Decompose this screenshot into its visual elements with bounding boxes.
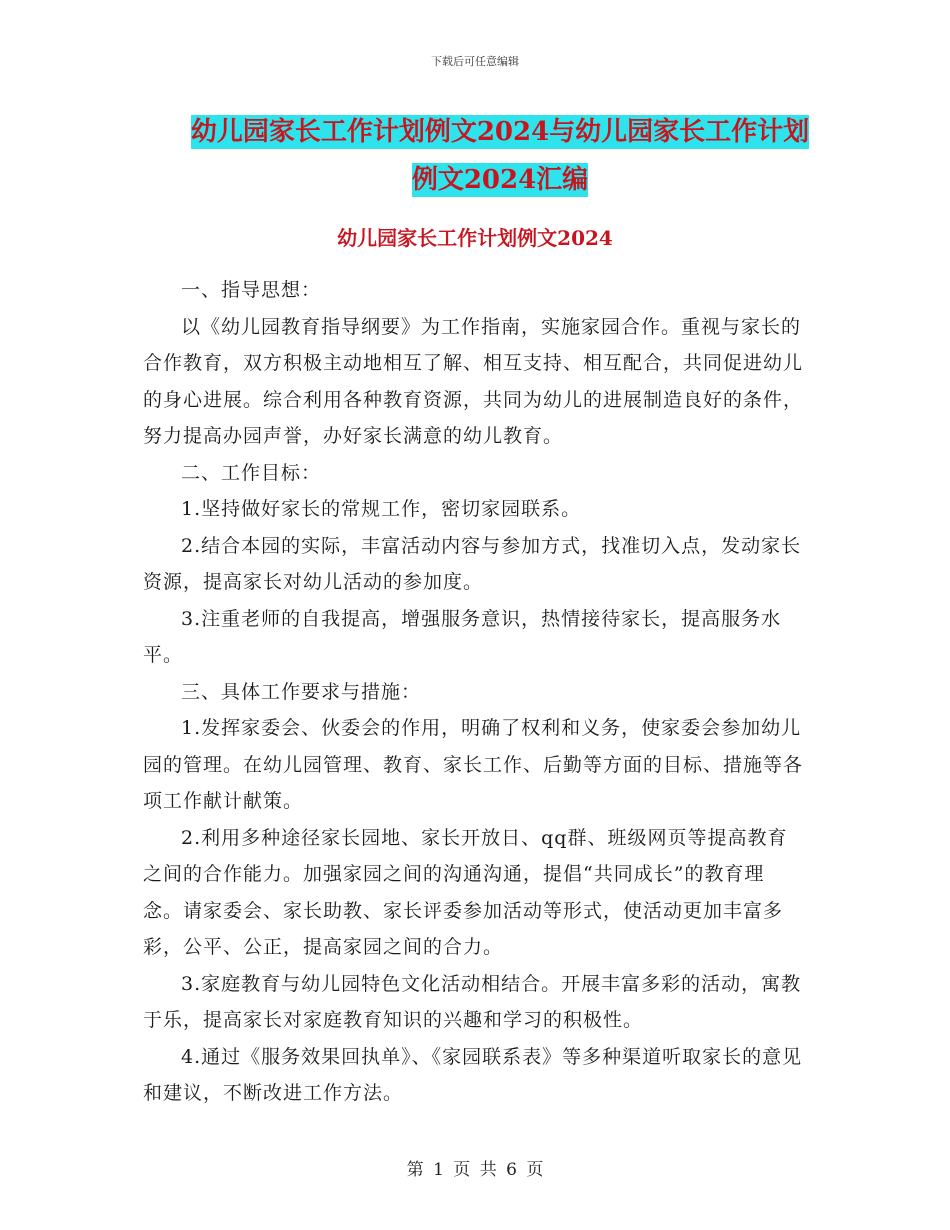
- page-footer: 第 1 页 共 6 页: [406, 1160, 544, 1180]
- paragraph-guiding-ideology: 以《幼儿园教育指导纲要》为工作指南，实施家园合作。重视与家长的合作教育，双方积极主动地相互了解、相互支持、相互配合，共同促进幼儿的身心进展。综合利用各种教育资源，共同为幼儿的进展制造良好的条件，努力提高办园声誉，办好家长满意的幼儿教育。: [143, 315, 804, 447]
- measure-item-2: 2.利用多种途径家长园地、家长开放日、qq群、班级网页等提高教育之间的合作能力。加强家园之间的沟通沟通，提倡“共同成长”的教育理念。请家委会、家长助教、家长评委参加活动等形式，使活动更加丰富多彩，公平、公正，提高家园之间的合力。: [143, 826, 788, 958]
- measure-item-3: 3.家庭教育与幼儿园特色文化活动相结合。开展丰富多彩的活动，寓教于乐，提高家长对家庭教育知识的兴趣和学习的积极性。: [143, 972, 802, 1031]
- main-title: [160, 108, 840, 204]
- main-title-line-2: 例文2024汇编: [411, 165, 589, 195]
- measure-item-1: 1.发挥家委会、伙委会的作用，明确了权利和义务，使家委会参加幼儿园的管理。在幼儿园管理、教育、家长工作、后勤等方面的目标、措施等各项工作献计献策。: [143, 717, 804, 812]
- header-note: 下载后可任意编辑: [431, 55, 519, 68]
- measure-item-4: 4.通过《服务效果回执单》、《家园联系表》等多种渠道听取家长的意见和建议，不断改进工作方法。: [143, 1045, 803, 1104]
- section-title: 幼儿园家长工作计划例文2024: [337, 226, 613, 250]
- document-body: [143, 272, 803, 1112]
- goal-item-1: 1.坚持做好家长的常规工作，密切家园联系。: [181, 498, 582, 520]
- goal-item-2: 2.结合本园的实际，丰富活动内容与参加方式，找准切入点，发动家长资源，提高家长对幼儿活动的参加度。: [143, 534, 802, 593]
- main-title-line-1: 幼儿园家长工作计划例文2024与幼儿园家长工作计划: [190, 117, 810, 147]
- goal-item-3: 3.注重老师的自我提高，增强服务意识，热情接待家长，提高服务水平。: [143, 607, 782, 666]
- heading-work-goals: 二、工作目标：: [181, 461, 322, 484]
- heading-guiding-ideology: 一、指导思想：: [181, 279, 322, 301]
- heading-measures: 三、具体工作要求与措施：: [181, 680, 422, 703]
